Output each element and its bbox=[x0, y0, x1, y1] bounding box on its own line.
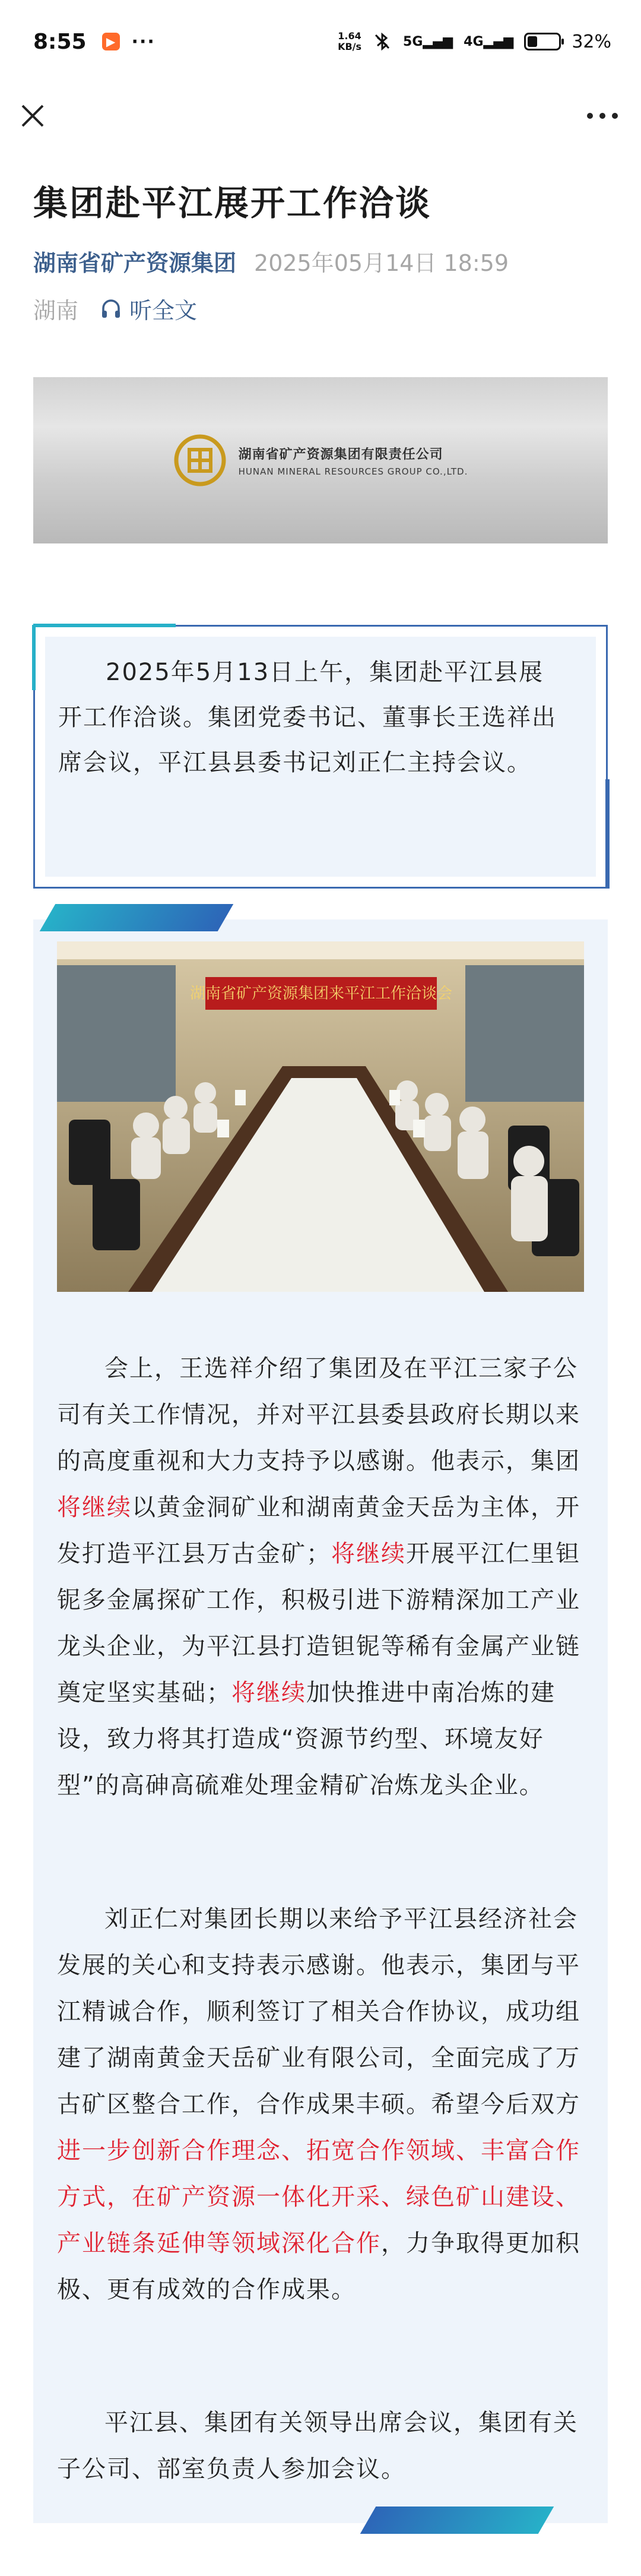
paragraph-text: 以黄金洞矿业和湖南黄金天岳为主体，开发打造平江县万古金矿； bbox=[57, 1494, 580, 1567]
decorative-tab-top bbox=[40, 904, 234, 931]
signal-5g: 5G▂▄▆ bbox=[403, 34, 453, 49]
headphones-icon bbox=[100, 298, 122, 320]
close-icon[interactable] bbox=[18, 101, 47, 131]
article-title: 集团赴平江展开工作洽谈 bbox=[33, 183, 432, 223]
company-logo bbox=[173, 434, 468, 487]
signal-4g: 4G▂▄▆ bbox=[464, 34, 514, 49]
publish-date: 2025年05月14日 18:59 bbox=[254, 250, 509, 276]
app-notification-icon: ▶ bbox=[102, 33, 120, 50]
highlighted-text: 进一步创新合作理念、拓宽合作领域、丰富合作方式，在矿产资源一体化开采、绿色矿山建设、产业链条延伸等领域深化合作 bbox=[57, 2137, 580, 2257]
paragraph-1 bbox=[57, 1345, 584, 1809]
top-nav-bar bbox=[0, 83, 641, 148]
highlighted-text: 将继续 bbox=[331, 1540, 406, 1567]
company-name-cn: 湖南省矿产资源集团有限责任公司 bbox=[238, 447, 443, 462]
network-speed-unit: KB/s bbox=[338, 41, 362, 52]
bluetooth-off-icon bbox=[372, 31, 392, 52]
more-icon[interactable] bbox=[582, 101, 623, 131]
intro-text: 2025年5月13日上午，集团赴平江县展开工作洽谈。集团党委书记、董事长王选祥出席会议，平江县县委书记刘正仁主持会议。 bbox=[58, 659, 557, 776]
decorative-tab-bottom bbox=[360, 2507, 554, 2534]
paragraph-text: ，力争取得更加积极、更有成效的合作成果。 bbox=[57, 2230, 580, 2303]
network-speed bbox=[338, 31, 361, 52]
status-bar bbox=[0, 0, 641, 83]
battery-percent: 32% bbox=[572, 31, 611, 52]
meeting-photo bbox=[57, 941, 584, 1292]
network-speed-value: 1.64 bbox=[338, 30, 361, 42]
paragraph-text: 开展平江仁里钽铌多金属探矿工作，积极引进下游精深加工产业龙头企业，为平江县打造钽铌等稀有金属产业链奠定坚实基础； bbox=[57, 1540, 580, 1706]
article-meta bbox=[33, 245, 509, 277]
paragraph-text: 会上，王选祥介绍了集团及在平江三家子公司有关工作情况，并对平江县委县政府长期以来的高度重视和大力支持予以感谢。他表示，集团 bbox=[57, 1355, 580, 1475]
status-time: 8:55 bbox=[33, 29, 87, 54]
highlighted-text: 将继续 bbox=[231, 1679, 306, 1706]
paragraph-text: 加快推进中南冶炼的建设，致力将其打造成“资源节约型、环境友好型”的高砷高硫难处理金精矿冶炼龙头企业。 bbox=[57, 1679, 556, 1799]
region-label: 湖南 bbox=[33, 298, 79, 324]
highlighted-text: 将继续 bbox=[57, 1494, 132, 1521]
article-meta-2 bbox=[33, 292, 197, 325]
company-name-en: HUNAN MINERAL RESOURCES GROUP CO.,LTD. bbox=[238, 466, 468, 477]
paragraph-text: 刘正仁对集团长期以来给予平江县经济社会发展的关心和支持表示感谢。他表示，集团与平江精诚合作，顺利签订了相关合作协议，成功组建了湖南黄金天岳矿业有限公司，全面完成了万古矿区整合工作，合作成果丰硕。希望今后双方 bbox=[57, 1905, 580, 2118]
company-emblem-icon bbox=[173, 434, 227, 487]
paragraph-2 bbox=[57, 1896, 584, 2313]
battery-icon bbox=[524, 33, 561, 50]
photo-banner-text: 湖南省矿产资源集团来平江工作洽谈会 bbox=[189, 985, 453, 1003]
source-link[interactable]: 湖南省矿产资源集团 bbox=[33, 250, 237, 276]
intro-box bbox=[33, 625, 608, 889]
meeting-photo-art bbox=[57, 941, 584, 1292]
listen-button[interactable] bbox=[100, 292, 197, 325]
company-banner bbox=[33, 377, 608, 543]
more-notifications-icon: ··· bbox=[131, 31, 156, 52]
paragraph-3: 平江县、集团有关领导出席会议，集团有关子公司、部室负责人参加会议。 bbox=[57, 2409, 578, 2483]
listen-label: 听全文 bbox=[129, 298, 198, 324]
